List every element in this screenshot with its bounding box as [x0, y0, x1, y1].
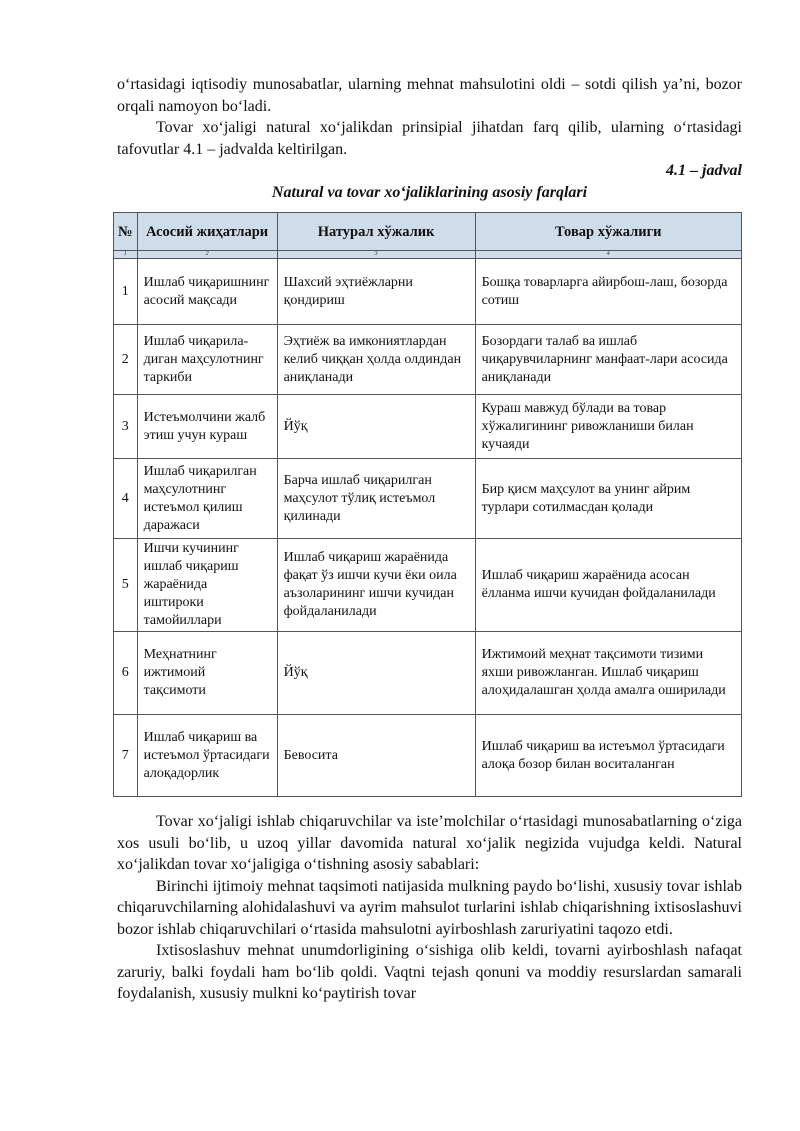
table-row: [114, 325, 742, 395]
table-row: [114, 715, 742, 797]
table-header-row: [114, 213, 742, 251]
tovar-cell: Бир қисм маҳсулот ва унинг айрим турлари сотилмасдан қолади: [475, 459, 741, 539]
natural-cell: Бевосита: [277, 715, 475, 797]
aspect-cell: Ишлаб чиқарилган маҳсулотнинг истеъмол қилиш даражаси: [137, 459, 277, 539]
table-index-row: [114, 251, 742, 259]
aspect-cell: Ишлаб чиқариш ва истеъмол ўртасидаги алоқадорлик: [137, 715, 277, 797]
header-tovar: Товар хўжалиги: [475, 213, 741, 251]
differences-table: [113, 212, 742, 797]
table-row: [114, 632, 742, 715]
tovar-cell: Кураш мавжуд бўлади ва товар хўжалигининг ривожланиши билан кучаяди: [475, 395, 741, 459]
table-number: 4.1 – jadval: [666, 162, 742, 179]
aspect-cell: Истеъмолчини жалб этиш учун кураш: [137, 395, 277, 459]
aspect-cell: Ишчи кучининг ишлаб чиқариш жараёнида иштироки тамойиллари: [137, 539, 277, 632]
natural-cell: Шахсий эҳтиёжларни қондириш: [277, 259, 475, 325]
index-cell: 4: [475, 251, 741, 259]
tovar-cell: Бошқа товарларга айирбош-лаш, бозорда сотиш: [475, 259, 741, 325]
aspect-cell: Меҳнатнинг ижтимоий тақсимоти: [137, 632, 277, 715]
row-number: 7: [114, 715, 138, 797]
index-cell: 1: [114, 251, 138, 259]
header-aspect: Асосий жиҳатлари: [137, 213, 277, 251]
aspect-cell: Ишлаб чиқарила-диган маҳсулотнинг таркиби: [137, 325, 277, 395]
natural-cell: Эҳтиёж ва имкониятлардан келиб чиққан ҳолда олдиндан аниқланади: [277, 325, 475, 395]
tovar-cell: Ижтимоий меҳнат тақсимоти тизими яхши ривожланган. Ишлаб чиқариш алоҳидалашган ҳолда амалга оширилади: [475, 632, 741, 715]
row-number: 3: [114, 395, 138, 459]
row-number: 1: [114, 259, 138, 325]
row-number: 2: [114, 325, 138, 395]
row-number: 6: [114, 632, 138, 715]
intro-paragraph-2: Tovar xoʻjaligi natural xoʻjalikdan prinsipial jihatdan farq qilib, ularning oʻrtasidagi tafovutlar 4.1 – jadvalda keltirilgan.: [117, 119, 742, 158]
body-paragraph-1: Tovar xoʻjaligi ishlab chiqaruvchilar va isteʼmolchilar oʻrtasidagi munosabatlarning oʻziga xos usuli boʻlib, u uzoq yillar davomida natural xoʻjalik negizida vujudga keldi. Natural xoʻjalikdan tovar xoʻjaligiga oʻtishning asosiy sabablari:: [117, 813, 742, 873]
index-cell: 3: [277, 251, 475, 259]
natural-cell: Ишлаб чиқариш жараёнида фақат ўз ишчи кучи ёки оила аъзоларининг ишчи кучидан фойдаланилади: [277, 539, 475, 632]
natural-cell: Барча ишлаб чиқарилган маҳсулот тўлиқ истеъмол қилинади: [277, 459, 475, 539]
tovar-cell: Бозордаги талаб ва ишлаб чиқарувчиларнинг манфаат-лари асосида аниқланади: [475, 325, 741, 395]
table-row: [114, 459, 742, 539]
tovar-cell: Ишлаб чиқариш ва истеъмол ўртасидаги алоқа бозор билан воситаланган: [475, 715, 741, 797]
table-title: Natural va tovar xoʻjaliklarining asosiy farqlari: [271, 183, 588, 201]
body-paragraph-3: Ixtisoslashuv mehnat unumdorligining oʻsishiga olib keldi, tovarni ayirboshlash nafaqat zaruriy, balki foydali ham boʻlib qoldi. Vaqtni tejash qonuni va moddiy resurslardan samarali foydalanish, xususiy mulkni koʻpaytirish tovar: [117, 942, 742, 1002]
index-cell: 2: [137, 251, 277, 259]
intro-paragraph: oʻrtasidagi iqtisodiy munosabatlar, ularning mehnat mahsulotini oldi – sotdi qilish yaʼni, bozor orqali namoyon boʻladi.: [117, 76, 742, 115]
document-page: [117, 74, 742, 1005]
row-number: 5: [114, 539, 138, 632]
natural-cell: Йўқ: [277, 632, 475, 715]
header-natural: Натурал хўжалик: [277, 213, 475, 251]
natural-cell: Йўқ: [277, 395, 475, 459]
row-number: 4: [114, 459, 138, 539]
table-row: [114, 259, 742, 325]
table-row: [114, 539, 742, 632]
tovar-cell: Ишлаб чиқариш жараёнида асосан ёлланма ишчи кучидан фойдаланилади: [475, 539, 741, 632]
header-number: №: [114, 213, 138, 251]
aspect-cell: Ишлаб чиқаришнинг асосий мақсади: [137, 259, 277, 325]
body-paragraph-2: Birinchi ijtimoiy mehnat taqsimoti natijasida mulkning paydo boʻlishi, xususiy tovar ishlab chiqaruvchilarning alohidalashuvi va ayrim mahsulot turlarini ishlab chiqarishning ixtisoslashuvi bozor ishlab chiqaruvchilari oʻrtasida mahsulotni ayirboshlash zaruriyatini taqozo etdi.: [117, 877, 742, 938]
table-row: [114, 395, 742, 459]
